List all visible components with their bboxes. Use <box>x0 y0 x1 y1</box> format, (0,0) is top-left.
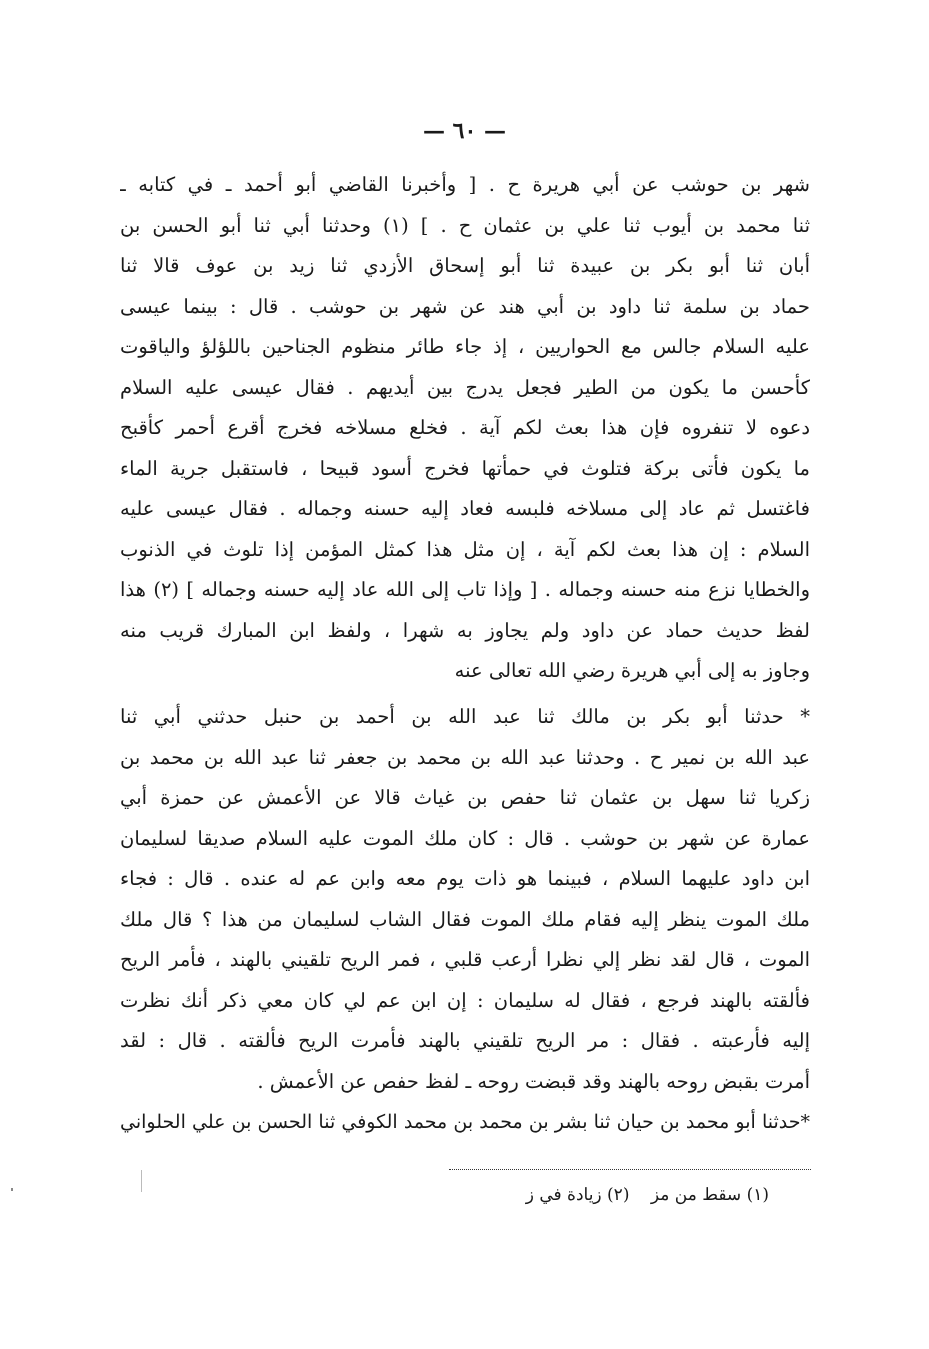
text-line: فألقته بالهند فرجع ، فقال له سليمان : إن ابن عم لي كان معي ذكر أنك نظرت <box>120 988 810 1012</box>
footnote-2: (٢) زيادة في ز <box>525 1185 630 1205</box>
text-line: ما يكون فأتى بركة فتلوث في حمأتها فخرج أسود قبيحا ، فاستقبل جرية الماء <box>120 456 810 480</box>
footnote-divider <box>449 1169 811 1170</box>
text-line: السلام : إن هذا بعث لكم آية ، إن مثل هذا كمثل المؤمن إذا تلوث في الذنوب <box>120 537 810 561</box>
text-line: شهر بن حوشب عن أبي هريرة ح . [ وأخبرنا القاضي أبو أحمد ـ في كتابه ـ <box>120 173 810 196</box>
text-line: ثنا محمد بن أيوب ثنا علي بن عثمان ح . ] (١) وحدثنا أبي ثنا أبو الحسن بن <box>120 213 810 237</box>
text-line: عمارة عن شهر بن حوشب . قال : كان ملك الموت عليه السلام صديقا لسليمان <box>120 826 810 850</box>
text-line: أبان ثنا أبو بكر بن عبيدة ثنا أبو إسحاق الأزدي ثنا زيد بن عوف قالا ثنا <box>120 254 810 277</box>
text-line: *حدثنا أبو محمد بن حيان ثنا بشر بن محمد بن محمد الكوفي ثنا الحسن بن علي الحلواني <box>120 1111 810 1133</box>
footnotes <box>449 1183 769 1207</box>
text-line: الموت ، قال لقد نظر إلي نظرا أرعب قلبي ، فمر الريح تلقيني بالهند ، فأمر الريح <box>120 948 810 971</box>
text-line: أمرت بقبض روحه بالهند وقد قبضت روحه ـ لفظ حفص عن الأعمش . <box>257 1069 810 1093</box>
text-line: لفظ حديث حماد عن داود ولم يجاوز به شهرا ، ولفظ ابن المبارك قريب منه <box>120 618 810 642</box>
text-line: زكريا ثنا سهل بن عثمان ثنا حفص بن غياث قالا عن الأعمش عن حمزة أبي <box>120 786 810 809</box>
text-line: ملك الموت ينظر إليه فقام ملك الموت فقال الشاب لسليمان من هذا ؟ قال ملك <box>120 907 810 931</box>
paragraph-1 <box>120 165 810 692</box>
page-number: — ٦٠ — <box>423 118 506 144</box>
text-line: دعوه لا تنفروه فإن هذا بعث لكم آية . فخلع مسلاخه فخرج أقرع أحمر كأقبح <box>120 416 810 439</box>
paragraph-2 <box>120 697 810 1143</box>
text-line: كأحسن ما يكون من الطير فجعل يدرج بين أيديهم . فقال عيسى عليه السلام <box>120 375 810 399</box>
scan-speck <box>11 1188 13 1191</box>
text-line: فاغتسل ثم عاد إلى مسلاخه فلبسه فعاد إليه حسنه وجماله . فقال عيسى عليه <box>120 497 810 520</box>
text-line: والخطايا نزع منه حسنه وجماله . [ وإذا تاب إلى الله عاد إليه حسنه وجماله ] (٢) هذا <box>120 578 810 601</box>
text-line: إليه فأرعبته . فقال : مر الريح تلقيني بالهند فأمرت الريح فألقته . قال : لقد <box>120 1029 810 1052</box>
text-line: ابن داود عليهما السلام ، فبينما هو ذات يوم معه وابن عم له عنده . قال : فجاء <box>120 867 810 890</box>
text-line: وجاوز به إلى أبي هريرة رضي الله تعالى عنه <box>454 659 810 682</box>
text-line: عبد الله بن نمير ح . وحدثنا عبد الله بن محمد بن جعفر ثنا عبد الله بن محمد بن <box>120 745 810 769</box>
text-line: عليه السلام جالس مع الحواريين ، إذ جاء طائر منظوم الجناحين باللؤلؤ والياقوت <box>120 335 810 358</box>
text-line: حماد بن سلمة ثنا داود بن أبي هند عن شهر بن حوشب . قال : بينما عيسى <box>120 294 810 318</box>
margin-mark <box>141 1170 142 1192</box>
footnote-1: (١) سقط من مز <box>650 1185 769 1205</box>
text-line: * حدثنا أبو بكر بن مالك ثنا عبد الله بن أحمد بن حنبل حدثني أبي ثنا <box>120 705 810 728</box>
